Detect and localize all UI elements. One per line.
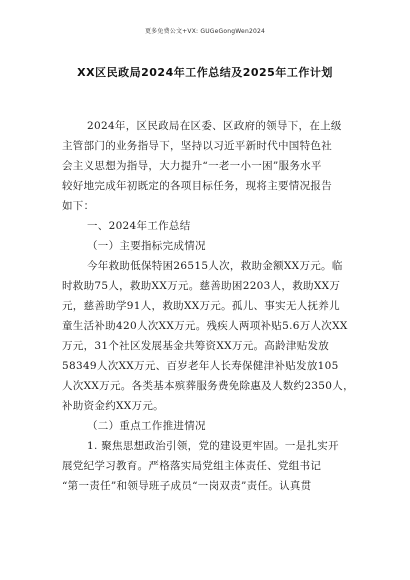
paragraph-line: 童生活补助420人次XX万元。残疾人两项补贴5.6万人次XX: [62, 320, 348, 332]
paragraph-line: 主管部门的业务指导下，坚持以习近平新时代中国特色社: [62, 140, 332, 152]
subsection-heading: （一）主要指标完成情况: [87, 240, 206, 252]
paragraph-line: 较好地完成年初既定的各项目标任务，现将主要情况报告: [62, 180, 332, 192]
paragraph-line: 时救助75人，救助XX万元。慈善助困2203人，救助XX万: [62, 280, 341, 292]
document-title: XX区民政局2024年工作总结及2025年工作计划: [77, 66, 333, 79]
paragraph-line: 补助资金约XX万元。: [62, 400, 164, 412]
paragraph-line: 人次XX万元。各类基本殡葬服务费免除惠及人数约2350人，: [62, 380, 354, 392]
document-body: [62, 116, 352, 496]
paragraph-line: 如下：: [62, 200, 95, 212]
section-heading: 一、2024年工作总结: [87, 220, 191, 232]
subsection-heading: （二）重点工作推进情况: [87, 420, 206, 432]
paragraph-line: 2024年，区民政局在区委、区政府的领导下，在上级: [87, 120, 342, 132]
paragraph-line: 1. 聚焦思想政治引领，党的建设更牢固。一是扎实开: [87, 440, 339, 452]
paragraph-line: “第一责任”和领导班子成员“一岗双责”责任。认真贯: [62, 480, 312, 492]
paragraph-line: 元，慈善助学91人，救助XX万元。孤儿、事实无人抚养儿: [62, 300, 340, 312]
header-note: 更多免费公文+VX: GUGeGongWen2024: [144, 28, 266, 35]
paragraph-line: 今年救助低保特困26515人次，救助金额XX万元。临: [87, 260, 343, 272]
paragraph-line: 万元，31个社区发展基金共筹资XX万元。高龄津贴发放: [62, 340, 330, 352]
paragraph-line: 58349人次XX万元、百岁老年人长寿保健津补贴发放105: [62, 360, 339, 372]
paragraph-line: 展党纪学习教育。严格落实局党组主体责任、党组书记: [62, 460, 322, 472]
paragraph-line: 会主义思想为指导，大力提升“一老一小一困”服务水平: [62, 160, 322, 172]
